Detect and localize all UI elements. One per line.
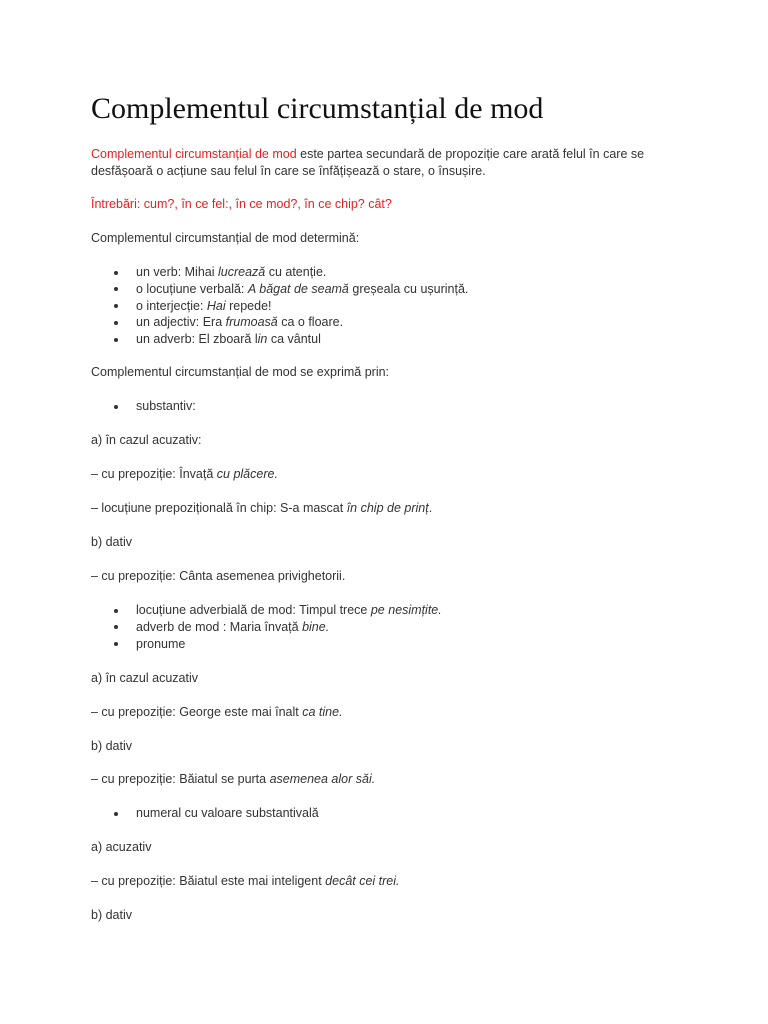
list-item: substantiv: xyxy=(91,398,196,415)
list-item: o interjecție: Hai repede! xyxy=(91,298,468,315)
noun-list xyxy=(91,398,196,415)
list-item: o locuțiune verbală: A băgat de seamă greșeala cu ușurință. xyxy=(91,281,468,298)
example-line: – cu prepoziție: George este mai înalt ca tine. xyxy=(91,705,343,719)
example-line: – cu prepoziție: Băiatul este mai inteligent decât cei trei. xyxy=(91,874,400,888)
case-label: a) în cazul acuzativ xyxy=(91,671,198,685)
intro-paragraph xyxy=(91,146,691,179)
intro-text: este partea secundară de propoziție care arată felul în care se desfășoară o acțiune sau felul în care se înfățișează o stare, o însușire. xyxy=(91,147,645,178)
case-label: b) dativ xyxy=(91,535,132,549)
list-item: pronume xyxy=(91,636,442,653)
example-line: – cu prepoziție: Învață cu plăcere. xyxy=(91,467,278,481)
more-list xyxy=(91,602,442,652)
example-line: – cu prepoziție: Băiatul se purta asemenea alor săi. xyxy=(91,772,376,786)
list-item: un verb: Mihai lucrează cu atenție. xyxy=(91,264,468,281)
example-line: – cu prepoziție: Cânta asemenea privighetorii. xyxy=(91,569,346,583)
list-item: un adjectiv: Era frumoasă ca o floare. xyxy=(91,314,468,331)
determines-heading: Complementul circumstanțial de mod determină: xyxy=(91,231,360,245)
list-item: un adverb: El zboară lin ca vântul xyxy=(91,331,468,348)
questions-line: Întrebări: cum?, în ce fel:, în ce mod?, în ce chip? cât? xyxy=(91,197,392,211)
page-title: Complementul circumstanțial de mod xyxy=(91,92,544,125)
case-label: a) acuzativ xyxy=(91,840,152,854)
list-item: locuțiune adverbială de mod: Timpul trece pe nesimțite. xyxy=(91,602,442,619)
expressed-heading: Complementul circumstanțial de mod se exprimă prin: xyxy=(91,365,390,379)
case-label: a) în cazul acuzativ: xyxy=(91,433,202,447)
numeral-list xyxy=(91,805,319,822)
case-label: b) dativ xyxy=(91,908,132,922)
case-label: b) dativ xyxy=(91,739,132,753)
list-item: adverb de mod : Maria învață bine. xyxy=(91,619,442,636)
list-item: numeral cu valoare substantivală xyxy=(91,805,319,822)
determines-list xyxy=(91,264,468,348)
example-line: – locuțiune prepozițională în chip: S-a mascat în chip de prinț. xyxy=(91,501,433,515)
intro-term: Complementul circumstanțial de mod xyxy=(91,147,297,161)
